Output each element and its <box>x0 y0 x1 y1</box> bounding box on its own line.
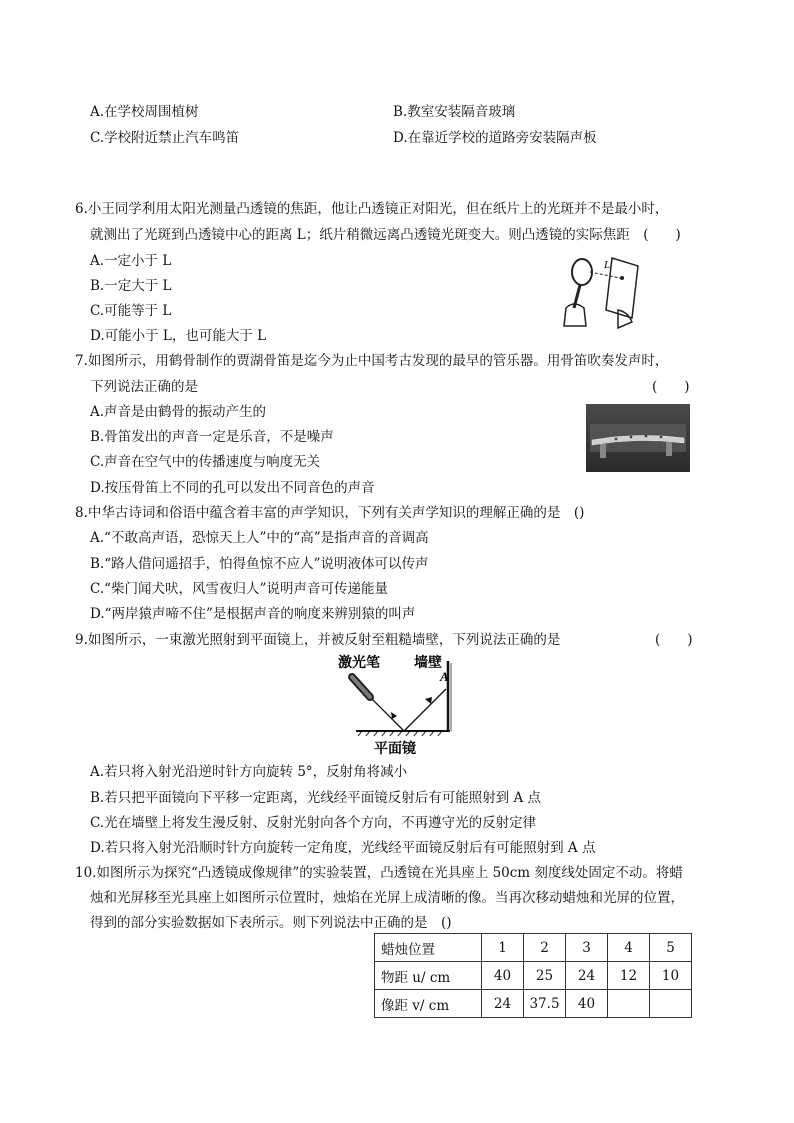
table-cell <box>608 990 650 1018</box>
table-cell: 40 <box>566 990 608 1018</box>
q10-stem-line3: 得到的部分实验数据如下表所示。则下列说法中正确的是 () <box>90 915 452 931</box>
q5-option-c: C.学校附近禁止汽车鸣笛 <box>90 130 240 146</box>
table-cell: 2 <box>524 934 566 962</box>
q7-answer-bracket: ( ) <box>652 379 690 395</box>
table-cell: 25 <box>524 962 566 990</box>
q7-stem-line2: 下列说法正确的是 <box>90 379 198 395</box>
laser-pen-label: 激光笔 <box>338 655 380 671</box>
table-cell: 像距 v/ cm <box>375 990 482 1018</box>
q9-option-c: C.光在墙壁上将发生漫反射、反射光射向各个方向，不再遵守光的反射定律 <box>90 815 537 831</box>
q5-option-b: B.教室安装隔音玻璃 <box>393 104 516 120</box>
q6-stem-line2: 就测出了光斑到凸透镜中心的距离 L；纸片稍微远离凸透镜光斑变大。则凸透镜的实际焦距 ( ) <box>90 227 681 243</box>
table-cell: 12 <box>608 962 650 990</box>
q10-stem-line1: 10.如图所示为探究“凸透镜成像规律”的实验装置，凸透镜在光具座上 50cm 刻度线处固定不动。将蜡 <box>75 865 683 881</box>
q8-option-c: C.“柴门闻犬吠，风雪夜归人”说明声音可传递能量 <box>90 581 388 597</box>
bone-flute-photo <box>586 404 690 472</box>
table-cell: 24 <box>482 990 524 1018</box>
q7-option-c: C.声音在空气中的传播速度与响度无关 <box>90 454 321 470</box>
lens-paper-figure <box>560 248 644 330</box>
table-row <box>375 962 692 990</box>
table-cell: 10 <box>650 962 692 990</box>
q9-stem-line1: 9.如图所示，一束激光照射到平面镜上，并被反射至粗糙墙壁，下列说法正确的是 <box>75 632 561 648</box>
q9-option-d: D.若只将入射光沿顺时针方向旋转一定角度，光线经平面镜反射后有可能照射到 A 点 <box>90 840 596 856</box>
q8-option-b: B.“路人借问遥招手，怕得鱼惊不应人”说明液体可以传声 <box>90 556 429 572</box>
q9-answer-bracket: ( ) <box>655 632 693 648</box>
q8-stem-line1: 8.中华古诗词和俗语中蕴含着丰富的声学知识，下列有关声学知识的理解正确的是 () <box>75 505 585 521</box>
q5-option-a: A.在学校周围植树 <box>90 104 199 120</box>
q9-option-a: A.若只将入射光沿逆时针方向旋转 5°，反射角将减小 <box>90 764 408 780</box>
lens-distance-label: L <box>604 259 611 271</box>
q6-stem-line1: 6.小王同学利用太阳光测量凸透镜的焦距，他让凸透镜正对阳光，但在纸片上的光斑并不是最小时， <box>75 201 669 217</box>
q5-option-d: D.在靠近学校的道路旁安装隔声板 <box>393 130 597 146</box>
q6-option-d: D.可能小于 L，也可能大于 L <box>90 328 267 344</box>
q6-option-a: A.一定小于 L <box>90 253 172 269</box>
q10-stem-line2: 烛和光屏移至光具座上如图所示位置时，烛焰在光屏上成清晰的像。当再次移动蜡烛和光屏的位置， <box>90 890 684 906</box>
q6-option-b: B.一定大于 L <box>90 278 172 294</box>
mirror-label: 平面镜 <box>374 741 416 757</box>
laser-mirror-figure <box>334 651 460 757</box>
q8-option-d: D.“两岸猿声啼不住”是根据声音的响度来辨别猿的叫声 <box>90 606 416 622</box>
q7-stem-line1: 7.如图所示，用鹤骨制作的贾湖骨笛是迄今为止中国考古发现的最早的管乐器。用骨笛吹奏发声时， <box>75 353 669 369</box>
q7-option-d: D.按压骨笛上不同的孔可以发出不同音色的声音 <box>90 480 375 496</box>
table-cell: 物距 u/ cm <box>375 962 482 990</box>
q10-data-table <box>374 933 692 1018</box>
table-row <box>375 990 692 1018</box>
table-cell: 4 <box>608 934 650 962</box>
q7-option-b: B.骨笛发出的声音一定是乐音，不是噪声 <box>90 429 334 445</box>
table-cell: 1 <box>482 934 524 962</box>
table-cell: 蜡烛位置 <box>375 934 482 962</box>
table-cell <box>650 990 692 1018</box>
q6-option-c: C.可能等于 L <box>90 303 172 319</box>
table-cell: 5 <box>650 934 692 962</box>
table-cell: 24 <box>566 962 608 990</box>
table-row <box>375 934 692 962</box>
q9-option-b: B.若只把平面镜向下平移一定距离，光线经平面镜反射后有可能照射到 A 点 <box>90 790 542 806</box>
table-cell: 40 <box>482 962 524 990</box>
table-cell: 3 <box>566 934 608 962</box>
wall-label: 墙壁 <box>414 655 442 671</box>
q7-option-a: A.声音是由鹤骨的振动产生的 <box>90 404 267 420</box>
q8-option-a: A.“不敢高声语，恐惊天上人”中的“高”是指声音的音调高 <box>90 530 429 546</box>
point-a-label: A <box>440 669 449 684</box>
table-cell: 37.5 <box>524 990 566 1018</box>
